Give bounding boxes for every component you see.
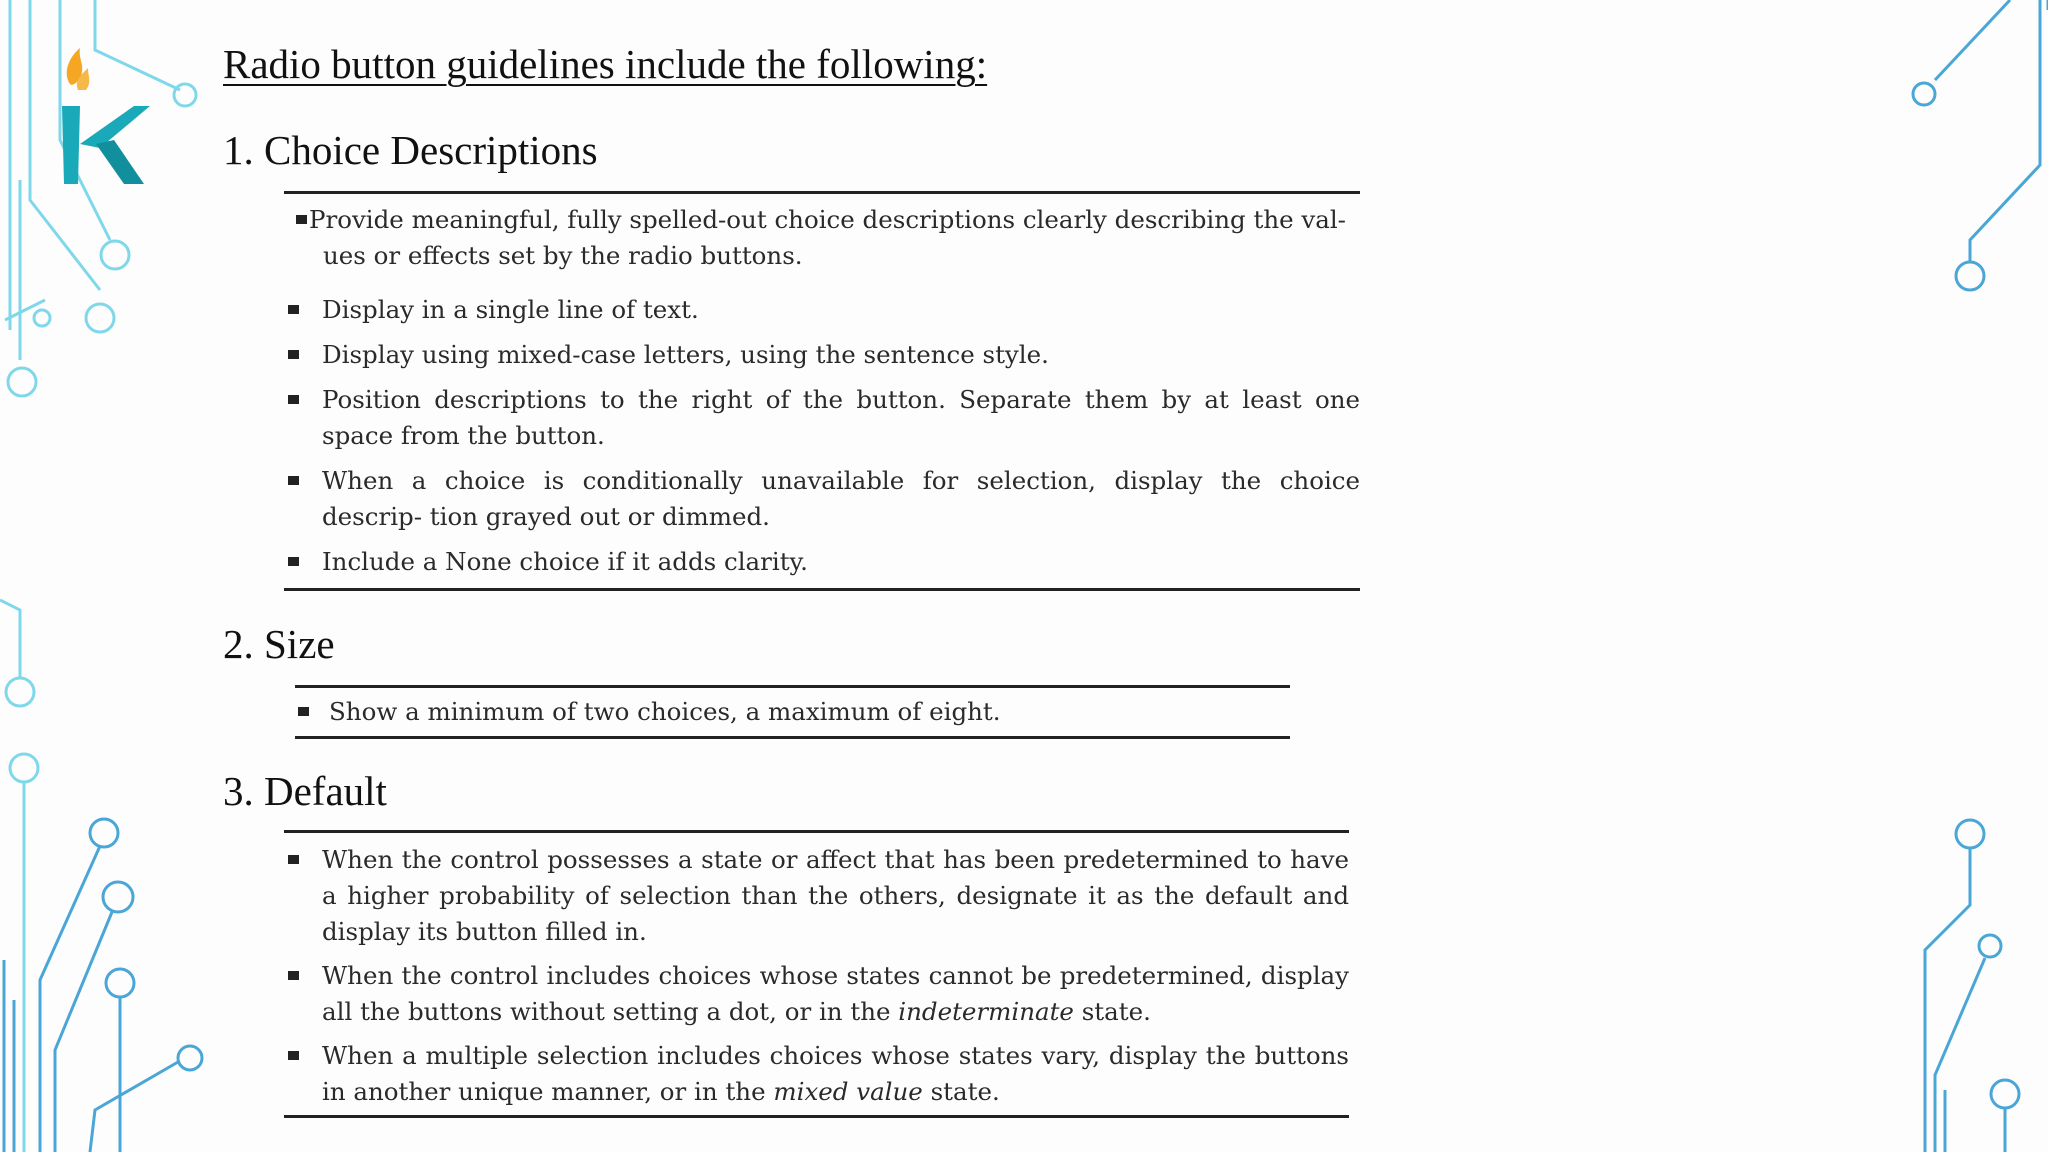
- size-box: [295, 685, 1290, 739]
- bullet-icon: [288, 476, 299, 485]
- bullet-icon: [288, 350, 299, 359]
- bullet-icon: [288, 971, 299, 980]
- list-item: Show a minimum of two choices, a maximum of eight.: [298, 694, 1290, 730]
- list-item: When the control possesses a state or affect that has been predetermined to have a higher probability of selection than the others, designate it as the default and display its button filled in.: [288, 842, 1349, 950]
- list-item: Provide meaningful, fully spelled-out choice descriptions clearly describing the val- ues or effects set by the radio buttons.: [288, 202, 1360, 274]
- list-item: When a multiple selection includes choices whose states vary, display the buttons in another unique manner, or in the mixed value state.: [288, 1038, 1349, 1110]
- bullet-icon: [288, 1051, 299, 1060]
- section-title-size: 2. Size: [223, 621, 335, 667]
- page-title: Radio button guidelines include the following:: [223, 41, 988, 87]
- bullet-icon: [298, 707, 309, 716]
- list-item: When the control includes choices whose states cannot be predetermined, display all the buttons without setting a dot, or in the indeterminate state.: [288, 958, 1349, 1030]
- list-item: Include a None choice if it adds clarity.: [288, 544, 1360, 580]
- bullet-icon: [288, 395, 299, 404]
- section-title-default: 3. Default: [223, 768, 387, 814]
- list-item: Display in a single line of text.: [288, 292, 1360, 328]
- bullet-icon: [288, 855, 299, 864]
- k-logo-icon: [52, 44, 152, 194]
- bullet-icon: [288, 305, 299, 314]
- bullet-icon: [296, 215, 307, 224]
- default-box: [284, 830, 1349, 1118]
- choice-descriptions-box: [284, 191, 1360, 591]
- section-title-choice-descriptions: 1. Choice Descriptions: [223, 127, 598, 173]
- list-item: Position descriptions to the right of the button. Separate them by at least one space from the button.: [288, 382, 1360, 454]
- bullet-icon: [288, 557, 299, 566]
- list-item: Display using mixed-case letters, using the sentence style.: [288, 337, 1360, 373]
- list-item: When a choice is conditionally unavailable for selection, display the choice descrip- tion grayed out or dimmed.: [288, 463, 1360, 535]
